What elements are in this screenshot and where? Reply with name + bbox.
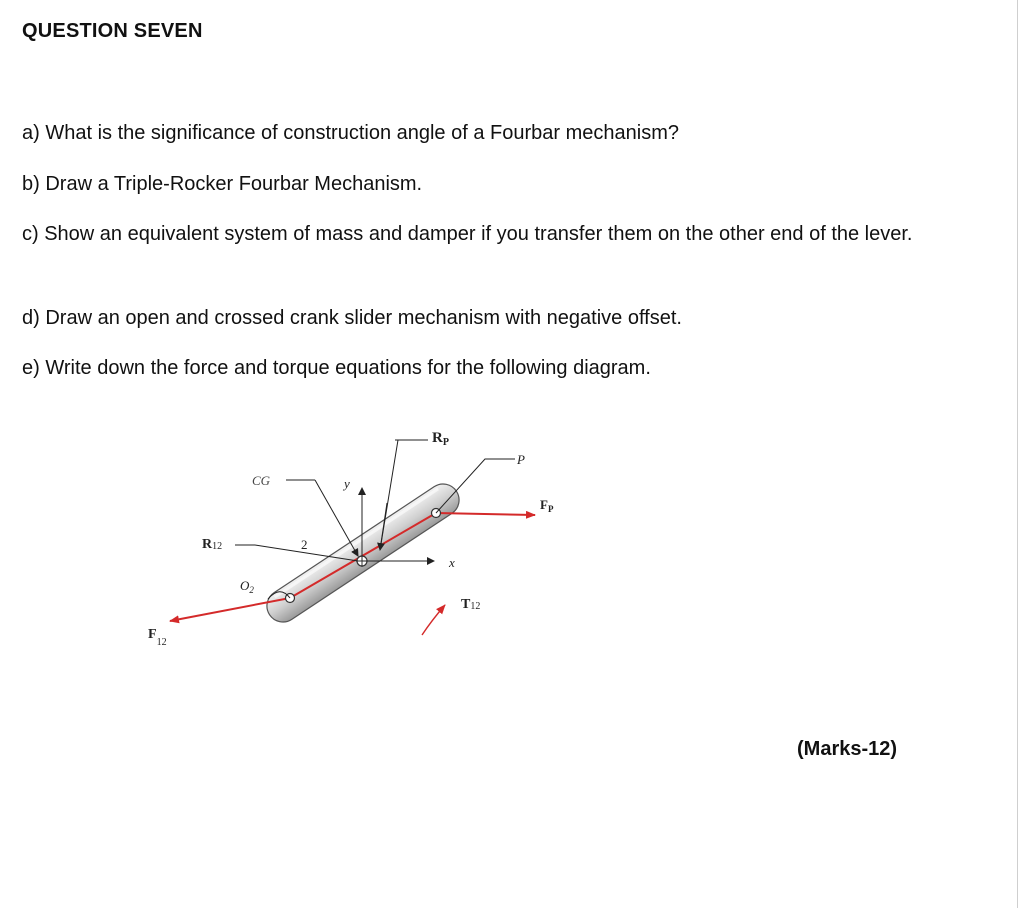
question-part-c: c) Show an equivalent system of mass and damper if you transfer them on the other end of the lever. bbox=[22, 223, 913, 245]
torque-t12-arrow bbox=[422, 605, 445, 635]
question-part-d: d) Draw an open and crossed crank slider mechanism with negative offset. bbox=[22, 307, 682, 329]
page-right-border bbox=[1017, 0, 1018, 908]
force-diagram-svg bbox=[140, 415, 580, 665]
label-link-number: 2 bbox=[301, 537, 308, 552]
marks-label: (Marks-12) bbox=[797, 738, 898, 760]
label-t12: T12 bbox=[461, 597, 481, 612]
question-title: QUESTION SEVEN bbox=[22, 20, 203, 42]
label-fp: $F_P$ bbox=[540, 497, 554, 514]
label-rp: $R_P$ bbox=[432, 430, 449, 448]
question-part-a: a) What is the significance of construction angle of a Fourbar mechanism? bbox=[22, 122, 679, 144]
label-r12: R12 bbox=[202, 537, 223, 552]
label-f12: $F_{12}$ bbox=[148, 627, 167, 648]
question-part-b: b) Draw a Triple-Rocker Fourbar Mechanism. bbox=[22, 173, 423, 195]
force-diagram bbox=[140, 415, 580, 665]
link-body bbox=[261, 478, 465, 628]
label-o2: $O_2$ bbox=[240, 578, 254, 595]
label-y: y bbox=[344, 476, 350, 491]
label-x: x bbox=[449, 555, 455, 570]
label-p: P bbox=[517, 452, 525, 467]
label-cg: CG bbox=[252, 473, 271, 488]
question-part-e: e) Write down the force and torque equations for the following diagram. bbox=[22, 357, 651, 379]
